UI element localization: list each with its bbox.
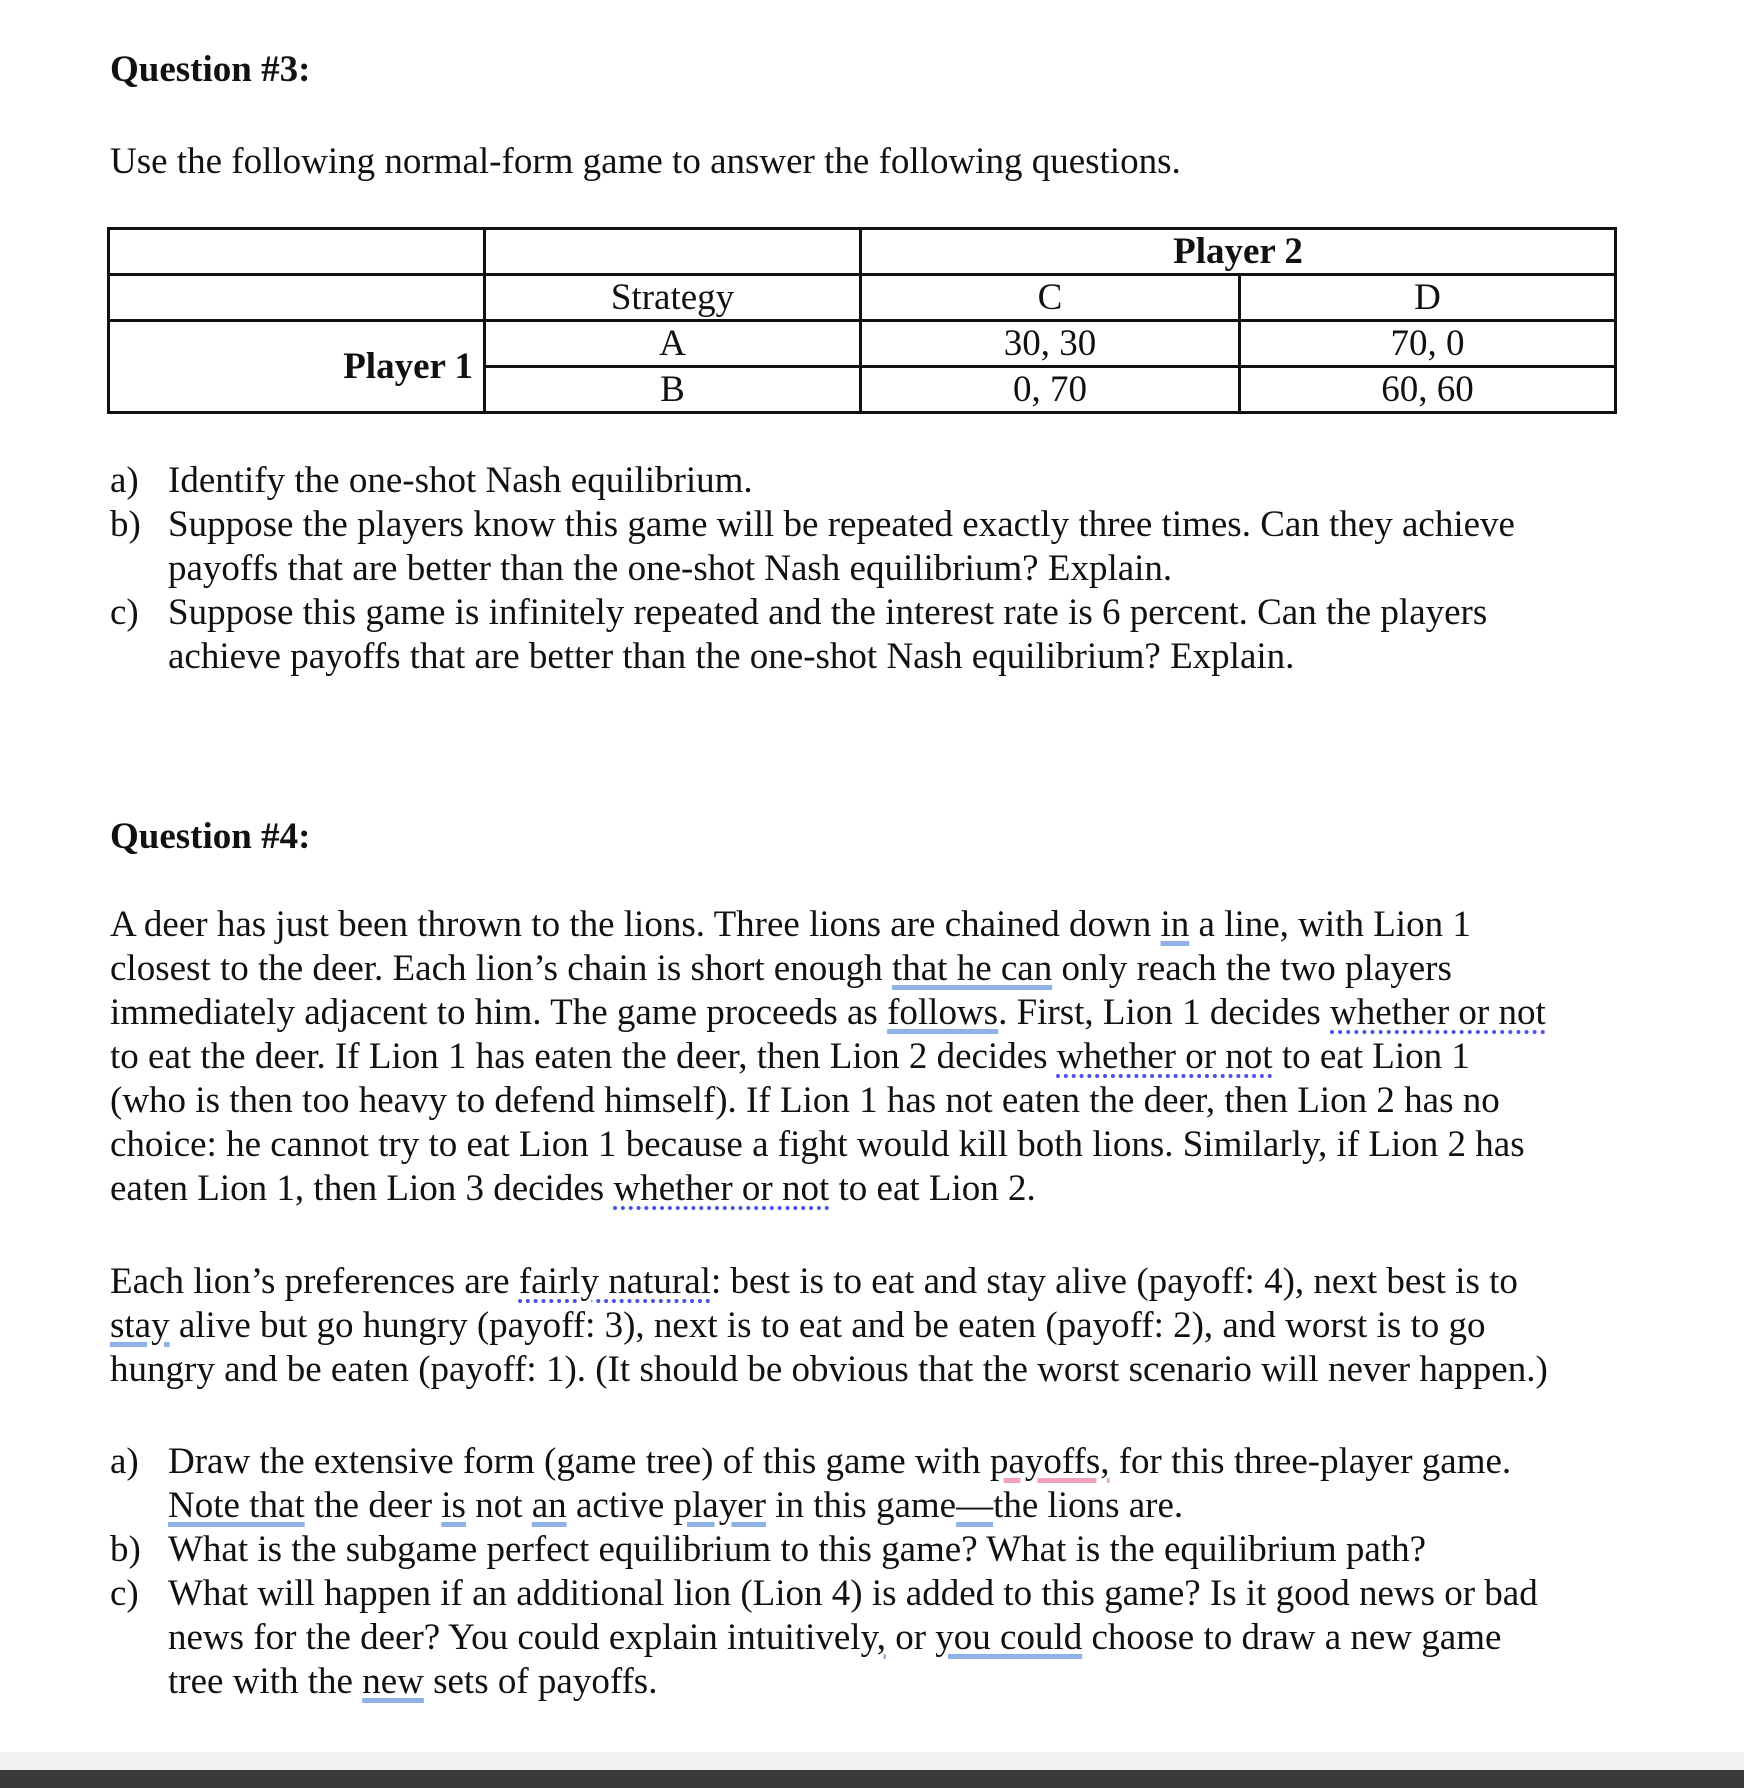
table-cell-empty bbox=[109, 275, 485, 321]
list-marker: a) bbox=[110, 460, 139, 501]
payoff-a-c: 30, 30 bbox=[861, 321, 1240, 367]
table-cell-empty bbox=[485, 229, 861, 275]
text-run: to eat the deer. If Lion 1 has eaten the deer, then Lion 2 decides bbox=[110, 1036, 1057, 1077]
list-marker: c) bbox=[110, 592, 139, 633]
text-run: or bbox=[885, 1617, 936, 1658]
grammar-flag[interactable]: in bbox=[1160, 904, 1190, 945]
paragraph-line bbox=[110, 1260, 1630, 1304]
normal-form-game-table bbox=[107, 227, 1617, 414]
list-item bbox=[110, 459, 1650, 503]
grammar-flag[interactable]: you could bbox=[935, 1617, 1083, 1658]
text-run: closest to the deer. Each lion’s chain is short enough bbox=[110, 948, 892, 989]
text-run: Draw the extensive form (game tree) of this game with bbox=[168, 1441, 990, 1482]
spelling-flag[interactable]: payoffs, bbox=[989, 1441, 1110, 1482]
grammar-flag[interactable]: is bbox=[441, 1485, 466, 1526]
grammar-flag[interactable]: — bbox=[956, 1485, 994, 1526]
text-run: Each lion’s preferences are bbox=[110, 1261, 519, 1302]
question-3-intro: Use the following normal-form game to answer the following questions. bbox=[110, 141, 1181, 182]
text-run: sets of payoffs. bbox=[423, 1661, 658, 1702]
page-bottom-shadow bbox=[0, 1752, 1744, 1770]
paragraph-line bbox=[110, 947, 1630, 991]
list-item bbox=[110, 1572, 1650, 1704]
table-row-strategy-header bbox=[109, 275, 1616, 321]
grammar-flag[interactable]: new bbox=[362, 1661, 424, 1702]
style-flag[interactable]: fairly natural bbox=[518, 1261, 711, 1302]
grammar-flag[interactable]: follows bbox=[887, 992, 999, 1033]
text-run: news for the deer? You could explain intuitively bbox=[168, 1617, 877, 1658]
text-run: : best is to eat and stay alive (payoff: 4), next best is to bbox=[710, 1261, 1518, 1302]
payoff-b-d: 60, 60 bbox=[1240, 367, 1616, 413]
text-run: for this three-player game. bbox=[1109, 1441, 1512, 1482]
column-d-label: D bbox=[1240, 275, 1616, 321]
text-run: . First, Lion 1 decides bbox=[998, 992, 1331, 1033]
list-item-line bbox=[168, 1616, 1650, 1660]
question-4-heading: Question #4: bbox=[110, 816, 311, 857]
strategy-label: Strategy bbox=[485, 275, 861, 321]
list-item-line: payoffs that are better than the one-shot Nash equilibrium? Explain. bbox=[168, 548, 1173, 589]
text-run: tree with the bbox=[168, 1661, 363, 1702]
list-marker: b) bbox=[110, 1529, 141, 1570]
grammar-flag[interactable]: stay bbox=[110, 1305, 170, 1346]
question-3-subquestions bbox=[110, 459, 1650, 679]
text-run: A deer has just been thrown to the lions. Three lions are chained down bbox=[110, 904, 1161, 945]
row-a-label: A bbox=[485, 321, 861, 367]
list-item-line: What will happen if an additional lion (Lion 4) is added to this game? Is it good news or bad bbox=[168, 1573, 1538, 1614]
question-4-paragraph-1 bbox=[110, 903, 1630, 1211]
text-run: only reach the two players bbox=[1052, 948, 1452, 989]
text-run: to eat Lion 1 bbox=[1272, 1036, 1470, 1077]
text-run: alive but go hungry (payoff: 3), next is to eat and be eaten (payoff: 2), and worst is to go bbox=[169, 1305, 1486, 1346]
paragraph-line bbox=[110, 991, 1630, 1035]
list-item-line: What is the subgame perfect equilibrium to this game? What is the equilibrium path? bbox=[168, 1529, 1426, 1570]
grammar-flag[interactable]: an bbox=[531, 1485, 567, 1526]
paragraph-line bbox=[110, 1304, 1630, 1348]
question-3-heading: Question #3: bbox=[110, 49, 311, 90]
list-item-line bbox=[168, 1440, 1650, 1484]
grammar-flag[interactable]: that he can bbox=[891, 948, 1053, 989]
list-marker: c) bbox=[110, 1573, 139, 1614]
window-bottom-edge bbox=[0, 1770, 1744, 1788]
table-row-a bbox=[109, 321, 1616, 367]
text-run: a line, with Lion 1 bbox=[1189, 904, 1471, 945]
row-b-label: B bbox=[485, 367, 861, 413]
column-c-label: C bbox=[861, 275, 1240, 321]
text-run: eaten Lion 1, then Lion 3 decides bbox=[110, 1168, 614, 1209]
paragraph-line: hungry and be eaten (payoff: 1). (It should be obvious that the worst scenario will never happen.) bbox=[110, 1349, 1548, 1390]
list-item-line bbox=[168, 1660, 1650, 1704]
text-run: immediately adjacent to him. The game proceeds as bbox=[110, 992, 888, 1033]
text-run: not bbox=[465, 1485, 532, 1526]
text-run: choose to draw a new game bbox=[1082, 1617, 1502, 1658]
list-item bbox=[110, 1528, 1650, 1572]
style-flag[interactable]: whether or not bbox=[613, 1168, 830, 1209]
table-cell-empty bbox=[109, 229, 485, 275]
list-item-line: Identify the one-shot Nash equilibrium. bbox=[168, 460, 753, 501]
list-item bbox=[110, 503, 1650, 591]
list-item bbox=[110, 591, 1650, 679]
question-4-paragraph-2 bbox=[110, 1260, 1630, 1392]
list-item bbox=[110, 1440, 1650, 1528]
grammar-flag[interactable]: , bbox=[876, 1617, 886, 1658]
paragraph-line bbox=[110, 1035, 1630, 1079]
paragraph-line bbox=[110, 1167, 1630, 1211]
paragraph-line bbox=[110, 903, 1630, 947]
grammar-flag[interactable]: Note that bbox=[168, 1485, 305, 1526]
player-2-label: Player 2 bbox=[861, 229, 1616, 275]
paragraph-line: (who is then too heavy to defend himself). If Lion 1 has not eaten the deer, then Lion 2 has no bbox=[110, 1080, 1500, 1121]
list-item-line: Suppose this game is infinitely repeated and the interest rate is 6 percent. Can the players bbox=[168, 592, 1488, 633]
text-run: active bbox=[566, 1485, 674, 1526]
text-run: to eat Lion 2. bbox=[829, 1168, 1036, 1209]
text-run: the lions are. bbox=[993, 1485, 1184, 1526]
list-marker: a) bbox=[110, 1441, 139, 1482]
style-flag[interactable]: whether or not bbox=[1330, 992, 1546, 1033]
paragraph-line: choice: he cannot try to eat Lion 1 because a fight would kill both lions. Similarly, if Lion 2 has bbox=[110, 1124, 1525, 1165]
list-item-line: achieve payoffs that are better than the one-shot Nash equilibrium? Explain. bbox=[168, 636, 1295, 677]
player-1-label: Player 1 bbox=[109, 321, 485, 413]
grammar-flag[interactable]: player bbox=[673, 1485, 766, 1526]
payoff-a-d: 70, 0 bbox=[1240, 321, 1616, 367]
text-run: in this game bbox=[765, 1485, 957, 1526]
payoff-b-c: 0, 70 bbox=[861, 367, 1240, 413]
text-run: the deer bbox=[304, 1485, 442, 1526]
list-item-line: Suppose the players know this game will be repeated exactly three times. Can they achieve bbox=[168, 504, 1515, 545]
style-flag[interactable]: whether or not bbox=[1056, 1036, 1273, 1077]
list-item-line bbox=[168, 1484, 1650, 1528]
list-marker: b) bbox=[110, 504, 141, 545]
table-row-header-player2 bbox=[109, 229, 1616, 275]
question-4-subquestions bbox=[110, 1440, 1650, 1704]
